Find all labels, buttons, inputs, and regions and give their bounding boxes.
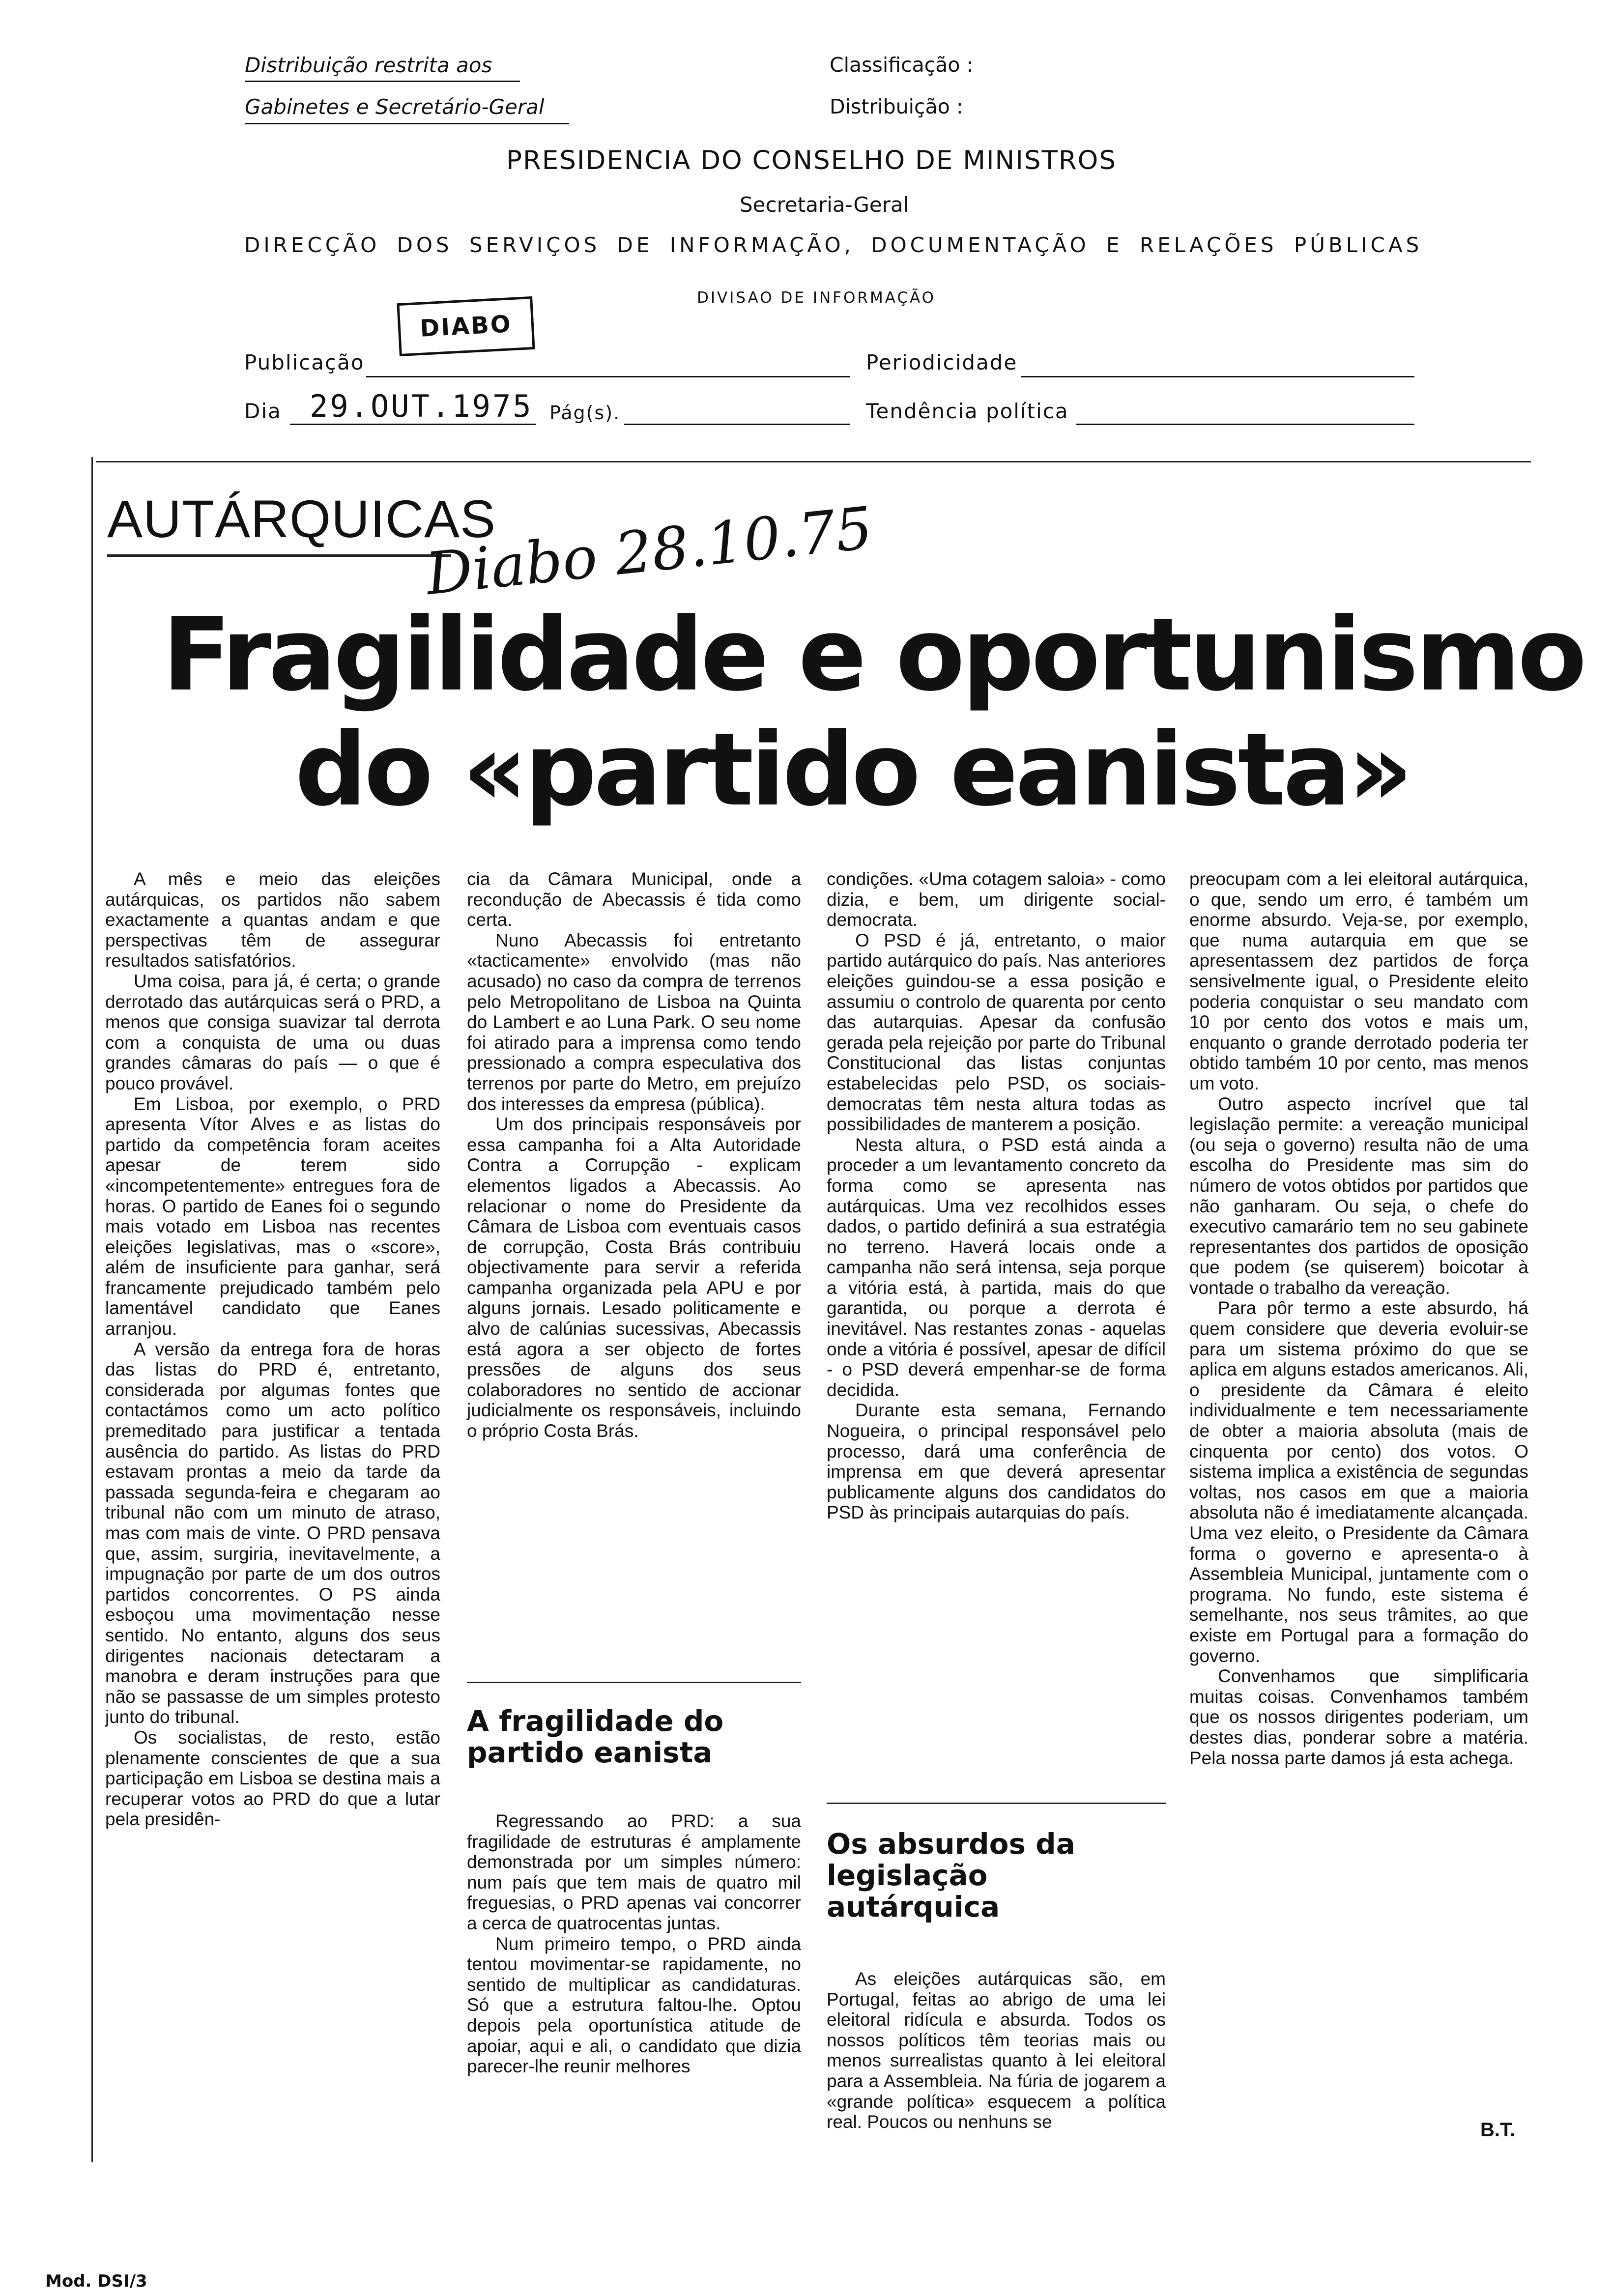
handwritten-note: Diabo 28.10.75 (423, 493, 876, 608)
day-label: Dia (244, 399, 282, 423)
article-column-1 (105, 869, 440, 1830)
paragraph: As eleições autárquicas são, em Portugal, feitas ao abrigo de uma lei eleitoral ridícula e absurda. Todos os nossos políticos têm teorias mais ou menos surrealistas quanto à lei eleitoral para a Assembleia. Na fúria de jogarem a «grande política» esquecem a política real. Poucos ou nenhuns se (827, 1969, 1166, 2132)
publication-stamp (397, 296, 535, 356)
article-column-4 (1189, 869, 1528, 1768)
paragraph: Uma coisa, para já, é certa; o grande derrotado das autárquicas será o PRD, a menos que consiga suavizar tal derrota com a conquista de uma ou duas grandes câmaras do país — o que é pouco provável. (105, 971, 440, 1093)
paragraph: Num primeiro tempo, o PRD ainda tentou movimentar-se rapidamente, no sentido de multiplicar as candidaturas. Só que a estrutura faltou-lhe. Optou depois pela oportunística atitude de apoiar, aqui e ali, o candidato que dizia parecer-lhe reunir melhores (467, 1933, 801, 2077)
paragraph: Em Lisboa, por exemplo, o PRD apresenta Vítor Alves e as listas do partido da competência foram aceites apesar de terem sido «incompetentemente» entregues fora de horas. O partido de Eanes foi o segundo mais votado em Lisboa nas recentes eleições legislativas, mas o «score», além de insuficiente para ganhar, será francamente prejudicado também pelo lamentável candidato que Eanes arranjou. (105, 1093, 440, 1339)
author-signature: B.T. (1480, 2119, 1516, 2141)
periodicity-label: Periodicidade (866, 350, 1018, 374)
day-field-line (290, 424, 536, 425)
paragraph: cia da Câmara Municipal, onde a recondução de Abecassis é tida como certa. (467, 869, 801, 930)
paragraph: Para pôr termo a este absurdo, há quem considere que deveria evoluir-se para um sistema próximo do que se aplica em alguns estados americanos. Ali, o presidente da Câmara é eleito individualmente e tem necessariamente de obter a maioria absoluta (mais de cinquenta por cento) dos votos. O sistema implica a existência de segundas voltas, nos casos em que a maioria absoluta não é imediatamente alcançada. Uma vez eleito, o Presidente da Câmara forma o governo e apresenta-o à Assembleia Municipal, juntamente com o programa. No fundo, este sistema é semelhante, nos seus trâmites, ao que existe em Portugal para a formação do governo. (1189, 1298, 1528, 1666)
paragraph: Durante esta semana, Fernando Nogueira, o principal responsável pelo processo, dará uma conferência de imprensa em que deverá apresentar publicamente alguns dos candidatos do PSD às principais autarquias do país. (827, 1400, 1166, 1523)
subhead-1-top-rule (467, 1682, 801, 1683)
clipping-left-edge (91, 457, 93, 2162)
paragraph: condições. «Uma cotagem saloia» - como dizia, e bem, um dirigente social-democrata. (827, 869, 1166, 930)
classification-label: Classificação : (830, 53, 974, 77)
article-column-3-continued (827, 1969, 1166, 2132)
article-column-2-continued (467, 1811, 801, 2077)
article-title-line1: Fragilidade e oportunismo (162, 597, 1584, 714)
periodicity-field-line (1021, 376, 1414, 377)
paragraph: Outro aspecto incrível que tal legislação permite: a vereação municipal (ou seja o governo) resulta não de uma escolha do Presidente mas sim do número de votos obtidos por partidos que não ganharam. Ou seja, o chefe do executivo camarário tem no seu gabinete representantes dos partidos de oposição que podem (se quiserem) boicotar à vontade o trabalho da vereação. (1189, 1093, 1528, 1298)
publication-stamp-text: DIABO (419, 310, 513, 343)
paragraph: Um dos principais responsáveis por essa campanha foi a Alta Autoridade Contra a Corrupção - explicam elementos ligados a Abecassis. Ao relacionar o nome do Presidente da Câmara de Lisboa com eventuais casos de corrupção, Costa Brás contribuiu objectivamente para servir a referida campanha organizada pela APU e por alguns jornais. Lesado politicamente e alvo de calúnias sucessivas, Abecassis está agora a ser objecto de fortes pressões de alguns dos seus colaboradores no sentido de accionar judicialmente os responsáveis, incluindo o próprio Costa Brás. (467, 1114, 801, 1441)
date-stamp: 29.OUT.1975 (310, 388, 533, 424)
clipping-top-rule (96, 461, 1531, 462)
distribution-label: Distribuição : (830, 95, 963, 118)
paragraph: A mês e meio das eleições autárquicas, os partidos não sabem exactamente a quantas andam e que perspectivas têm de assegurar resultados satisfatórios. (105, 869, 440, 971)
paragraph: A versão da entrega fora de horas das listas do PRD é, entretanto, considerada por algumas fontes que contactámos como um acto político premeditado para justificar a tentada ausência do partido. As listas do PRD estavam prontas a meio da tarde da passada segunda-feira e chegaram ao tribunal não com um minuto de atraso, mas com mais de vinte. O PRD pensava que, assim, surgiria, inevitavelmente, a impugnação por parte de um dos outros partidos concorrentes. O PS ainda esboçou uma movimentação nesse sentido. No entanto, alguns dos seus dirigentes nacionais detectaram a manobra e deram instruções para que não se passasse de um simples protesto junto do tribunal. (105, 1339, 440, 1727)
form-code: Mod. DSI/3 (45, 2271, 147, 2291)
directorate-label: DIRECÇÃO DOS SERVIÇOS DE INFORMAÇÃO, DOCUMENTAÇÃO E RELAÇÕES PÚBLICAS (244, 233, 1423, 257)
distribution-underline-1 (245, 81, 520, 82)
pages-label: Pág(s). (549, 402, 621, 424)
section-label: AUTÁRQUICAS (107, 489, 496, 548)
distribution-underline-2 (245, 123, 569, 124)
tendency-label: Tendência política (866, 399, 1069, 423)
publication-label: Publicação (244, 350, 365, 374)
paragraph: Convenhamos que simplificaria muitas coisas. Convenhamos também que os nossos dirigentes poderiam, um destes dias, ponderar sobre a matéria. Pela nossa parte damos já esta achega. (1189, 1666, 1528, 1768)
article-title-line2: do «partido eanista» (295, 712, 1410, 829)
secretariat-label: Secretaria-Geral (740, 193, 909, 217)
paragraph: Os socialistas, de resto, estão plenamente conscientes de que a sua participação em Lisboa se destina mais a recuperar votos ao PRD do que a lutar pela presidên- (105, 1727, 440, 1830)
subhead-fragilidade: A fragilidade do partido eanista (467, 1704, 724, 1769)
paragraph: Nesta altura, o PSD está ainda a proceder a um levantamento concreto da forma como se apresenta nas autárquicas. Uma vez recolhidos esses dados, o partido definirá a sua estratégia no terreno. Haverá locais onde a campanha não será intensa, seja porque a vitória está, à partida, mais do que garantida, ou porque a derrota é inevitável. Nas restantes zonas - aquelas onde a vitória é possível, apesar de difícil - o PSD deverá empenhar-se de forma decidida. (827, 1134, 1166, 1400)
article-column-2 (467, 869, 801, 1441)
subhead-2-top-rule (827, 1803, 1166, 1804)
subhead-absurdos: Os absurdos da legislação autárquica (827, 1827, 1075, 1923)
paragraph: preocupam com a lei eleitoral autárquica, o que, sendo um erro, é também um enorme absurdo. Veja-se, por exemplo, que numa autarquia em que se apresentassem dez partidos de força sensivelmente igual, o Presidente eleito poderia conquistar o seu mandato com 10 por cento dos votos e mais um, enquanto o grande derrotado poderia ter obtido também 10 por cento, mas menos um voto. (1189, 869, 1528, 1093)
paragraph: Regressando ao PRD: a sua fragilidade de estruturas é amplamente demonstrada por um simples número: num país que tem mais de quatro mil freguesias, o PRD apenas vai concorrer a cerca de quatrocentas juntas. (467, 1811, 801, 1933)
paragraph: Nuno Abecassis foi entretanto «tacticamente» envolvido (mas não acusado) no caso da compra de terrenos pelo Metropolitano de Lisboa na Quinta do Lambert e ao Luna Park. O seu nome foi atirado para a imprensa como tendo pressionado a compra especulativa dos terrenos por parte do Metro, em prejuízo dos interesses da empresa (pública). (467, 930, 801, 1114)
publication-field-line (366, 376, 850, 377)
institution-title: PRESIDENCIA DO CONSELHO DE MINISTROS (506, 145, 1117, 175)
paragraph: O PSD é já, entretanto, o maior partido autárquico do país. Nas anteriores eleições guindou-se a essa posição e assumiu o controlo de quarenta por cento das autarquias. Apesar da confusão gerada pela rejeição por parte do Tribunal Constitucional das listas conjuntas estabelecidas pelo PSD, os sociais-democratas têm nesta altura todas as possibilidades de manterem a posição. (827, 930, 1166, 1135)
tendency-field-line (1076, 424, 1414, 425)
section-underline (107, 554, 451, 557)
division-label: DIVISAO DE INFORMAÇÃO (697, 289, 936, 307)
pages-field-line (624, 424, 850, 425)
distribution-restriction-line1: Distribuição restrita aos (245, 53, 492, 77)
article-column-3 (827, 869, 1166, 1523)
distribution-restriction-line2: Gabinetes e Secretário-Geral (245, 95, 545, 119)
